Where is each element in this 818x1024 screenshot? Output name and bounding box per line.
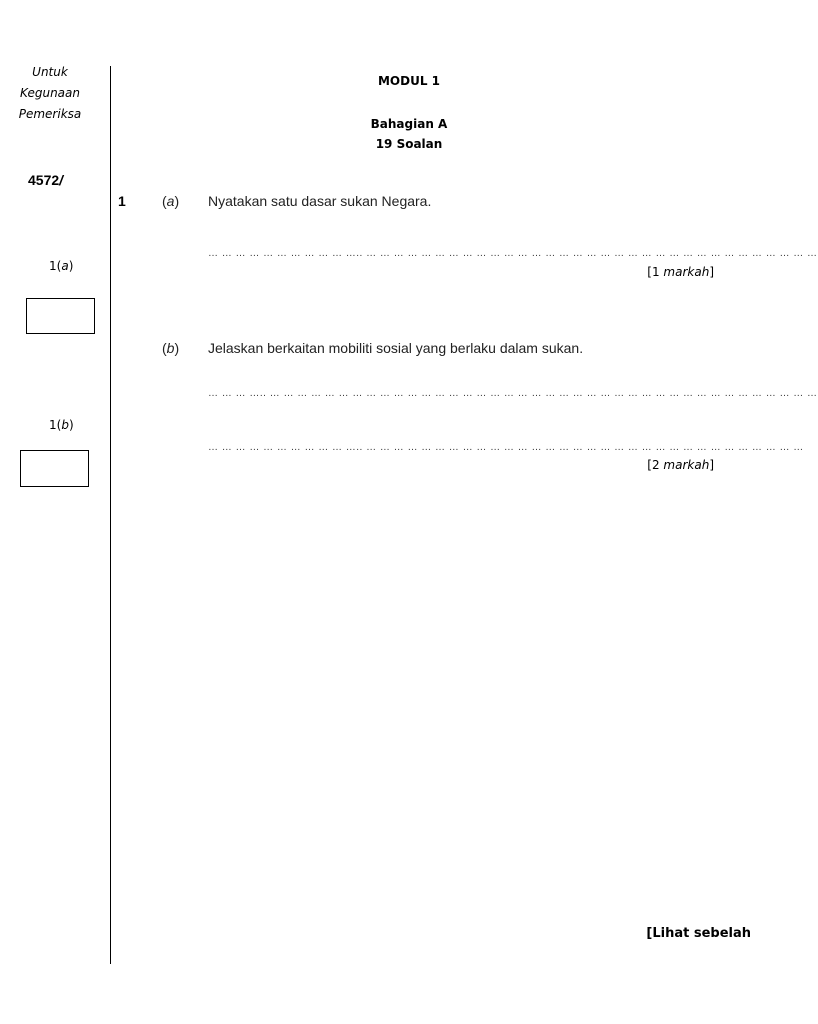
score-box-1b[interactable]: [20, 450, 89, 487]
score-label-1a-letter: a: [61, 259, 69, 273]
paper-code: [28, 172, 63, 188]
part-b-answer-line-2[interactable]: … … … … … … … … … … ….. … … … … … … … … … … … … … … … … … … … … … … … … … … … … … … … …: [208, 442, 804, 453]
score-label-1b: [49, 418, 74, 432]
score-label-1b-suffix: ): [68, 418, 74, 432]
examiner-label-line-2: Kegunaan: [20, 86, 80, 100]
part-b-answer-line-1[interactable]: … … … ….. … … … … … … … … … … … … … … … … … … … … … … … … … … … … … … … … … … … … … … … …: [208, 388, 818, 399]
part-a-letter: a: [166, 193, 175, 209]
turn-over-note: [Lihat sebelah: [646, 926, 751, 941]
part-b-marks-open: [2: [647, 458, 664, 472]
margin-divider: [110, 66, 111, 964]
part-b-letter: b: [166, 340, 175, 356]
part-b-label: [162, 340, 179, 356]
part-a-answer-line[interactable]: … … … … … … … … … … ….. … … … … … … … … … … … … … … … … … … … … … … … … … … … … … … … … …: [208, 248, 818, 259]
score-label-1a-prefix: 1(: [49, 259, 62, 273]
score-label-1b-prefix: 1(: [49, 418, 62, 432]
examiner-label-line-1: Untuk: [32, 65, 68, 79]
question-number: 1: [118, 193, 126, 209]
part-b-marks-close: ]: [709, 458, 714, 472]
examiner-label-line-3: Pemeriksa: [18, 107, 82, 121]
examiner-use-label: [0, 62, 100, 125]
score-label-1b-letter: b: [61, 418, 69, 432]
part-a-close: ): [174, 193, 180, 209]
score-box-1a[interactable]: [26, 298, 95, 334]
part-b-marks-word: markah: [663, 458, 710, 472]
part-a-question: Nyatakan satu dasar sukan Negara.: [208, 193, 432, 209]
question-count: 19 Soalan: [375, 137, 443, 151]
part-a-marks-open: [1: [647, 265, 664, 279]
score-label-1a-suffix: ): [68, 259, 74, 273]
part-a-open: (: [162, 193, 167, 209]
part-a-label: [162, 193, 179, 209]
section-title: Bahagian A: [370, 117, 448, 131]
part-a-marks-close: ]: [709, 265, 714, 279]
part-b-marks: [647, 458, 714, 472]
part-b-question: Jelaskan berkaitan mobiliti sosial yang berlaku dalam sukan.: [208, 340, 584, 356]
paper-code-suffix: /: [59, 172, 64, 188]
part-a-marks: [647, 265, 714, 279]
part-b-close: ): [174, 340, 180, 356]
score-label-1a: [49, 259, 73, 273]
module-title: MODUL 1: [377, 74, 441, 88]
part-a-marks-word: markah: [663, 265, 710, 279]
paper-code-digits: 4572: [28, 172, 60, 188]
part-b-open: (: [162, 340, 167, 356]
